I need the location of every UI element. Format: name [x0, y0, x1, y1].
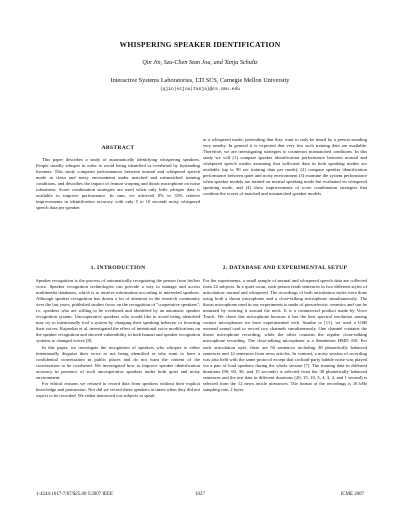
footer-page-number: 1027 — [195, 492, 205, 497]
introduction-paragraph-2: In this paper, we investigate the recognition of speakers who whisper to either intentionally disguise their voice to not being identified or who want to have a confidential conversation in public places and do not want the content of the conversation to be overheard. We investigated how to improve speaker identification accuracy in presence of such uncooperative speakers under both quiet and noisy environment. — [36, 344, 200, 380]
database-heading: 2. DATABASE AND EXPERIMENTAL SETUP — [222, 265, 348, 271]
introduction-paragraph-continued: in a whispered mode, pretending that they want to only be heard by a person standing very nearby. In general it is expected that very few such training data are available. Therefore, we are investigating strategies to counteract mismatched conditions. In this study we will (1) compare speaker identification performance between normal and whispered speech modes assuming that sufficient data in both speaking modes are available (up to 90 sec training data per mode), (2) compare speaker identification performance between quiet and noisy environment (3) examine the system performance when speaker models are trained on normal speaking mode but evaluated on whispered speaking mode, and (4) show improvements of score combination strategies that combine the scores of matched and mismatched speaker models. — [203, 137, 367, 197]
introduction-heading: 1. INTRODUCTION — [90, 265, 146, 271]
introduction-paragraph-1: Speaker recognition is the process of automatically recognizing the person from his/her voice. Speaker recognition technologies can provide a way to manage and access multimedia databases, which is to retrieve information according to interested speakers. Although speaker recognition has drawn a lot of attention in the research community over the last years, published studies focus on the recognition of "cooperative speakers", i.e. speakers who are willing to be overheard and identified by an automatic speaker recognition system. Uncooperative speakers who would like to avoid being identified may try to intentionally fool a system by changing their speaking behavior or lowering their voices. Kajarekar et al. investigated the effect of intentional voice modifications on the speaker recognition and showed vulnerability in both human and speaker recognition systems to changed voices [8]. — [36, 278, 200, 344]
paper-affiliation: Interactive Systems Laboratories, LTI SCS, Carnegie Mellon University — [110, 77, 290, 84]
introduction-section — [36, 265, 200, 399]
paper-email[interactable]: {qjin|scjou|tanja}@cs.cmu.edu — [160, 87, 240, 92]
footer-isbn: 1-4244-1017-7/07/$25.00 ©2007 IEEE — [36, 492, 113, 497]
introduction-paragraph-3: For ethical reasons we refused to record data from speakers without their explicit knowledge and permission. Nor did we record these speakers at times when they did not expect to be recorded. We rather instructed our subjects to speak — [36, 380, 200, 398]
abstract-heading: ABSTRACT — [101, 145, 135, 151]
paper-authors: Qin Jin, Szu-Chen Stan Jou, and Tanja Schultz — [142, 59, 258, 66]
paper-title: WHISPERING SPEAKER IDENTIFICATION — [119, 40, 281, 49]
abstract-text: This paper describes a study of automatically identifying whispering speakers. People usually whisper in order to avoid being identified or overheard by bystanding listeners. This study compares performances between normal and whispered speech mode in clean and noisy environment under matched and mismatched training conditions, and describes the impact of feature warping and throat microphone on noise robustness. Score combination strategies are used when only little whisper data is available to improve performance. In sum, we achieved 8% to 33% relative improvements in identification accuracy with only 5 to 10 seconds noisy whispered speech data per speaker. — [36, 157, 200, 211]
introduction-continued — [203, 137, 367, 197]
database-paragraph-1: For the experiments, a small sample of normal and whispered speech data are collected from 22 subjects. In a quiet room, each person reads sentences in two different styles of articulation: normal and whispered. The recordings of both articulation styles were done using both a throat microphone and a close-talking microphone simultaneously. The throat microphone used in our experiments is made of piezoelectric ceramics and can be mounted by wearing it around the neck. It is a commercial product made by Voice Touch. We chose this microphone because it has the best spectral resolution among contact microphones we have experimented with. Similar to [11], we used a USB external sound card to record two channels simultaneously. One channel contains the throat microphone recording, while the other contains the regular close-talking microphone recording. The close-talking microphone is a Sennheiser HMD 410. For each articulation style, there are 50 sentences including 38 phonetically balanced sentences and 12 sentences from news articles. In contrast, a noisy session of recording was also held with the same protocol except that cocktail-party babble noise was played via a pair of loud speakers during the whole session [7]. The training data in different durations (90, 60, 30, and 15 seconds) is selected from the 38 phonetically balanced sentences and the test data in different durations (20, 15, 10, 5, 4, 3, 2, and 1 second) is selected from the 12 news article utterances. The format of the recordings is 16 kHz sampling rate, 2 bytes — [203, 278, 367, 392]
footer-venue: ICME 2007 — [340, 492, 364, 497]
database-section — [203, 265, 367, 393]
abstract-section — [36, 145, 200, 211]
